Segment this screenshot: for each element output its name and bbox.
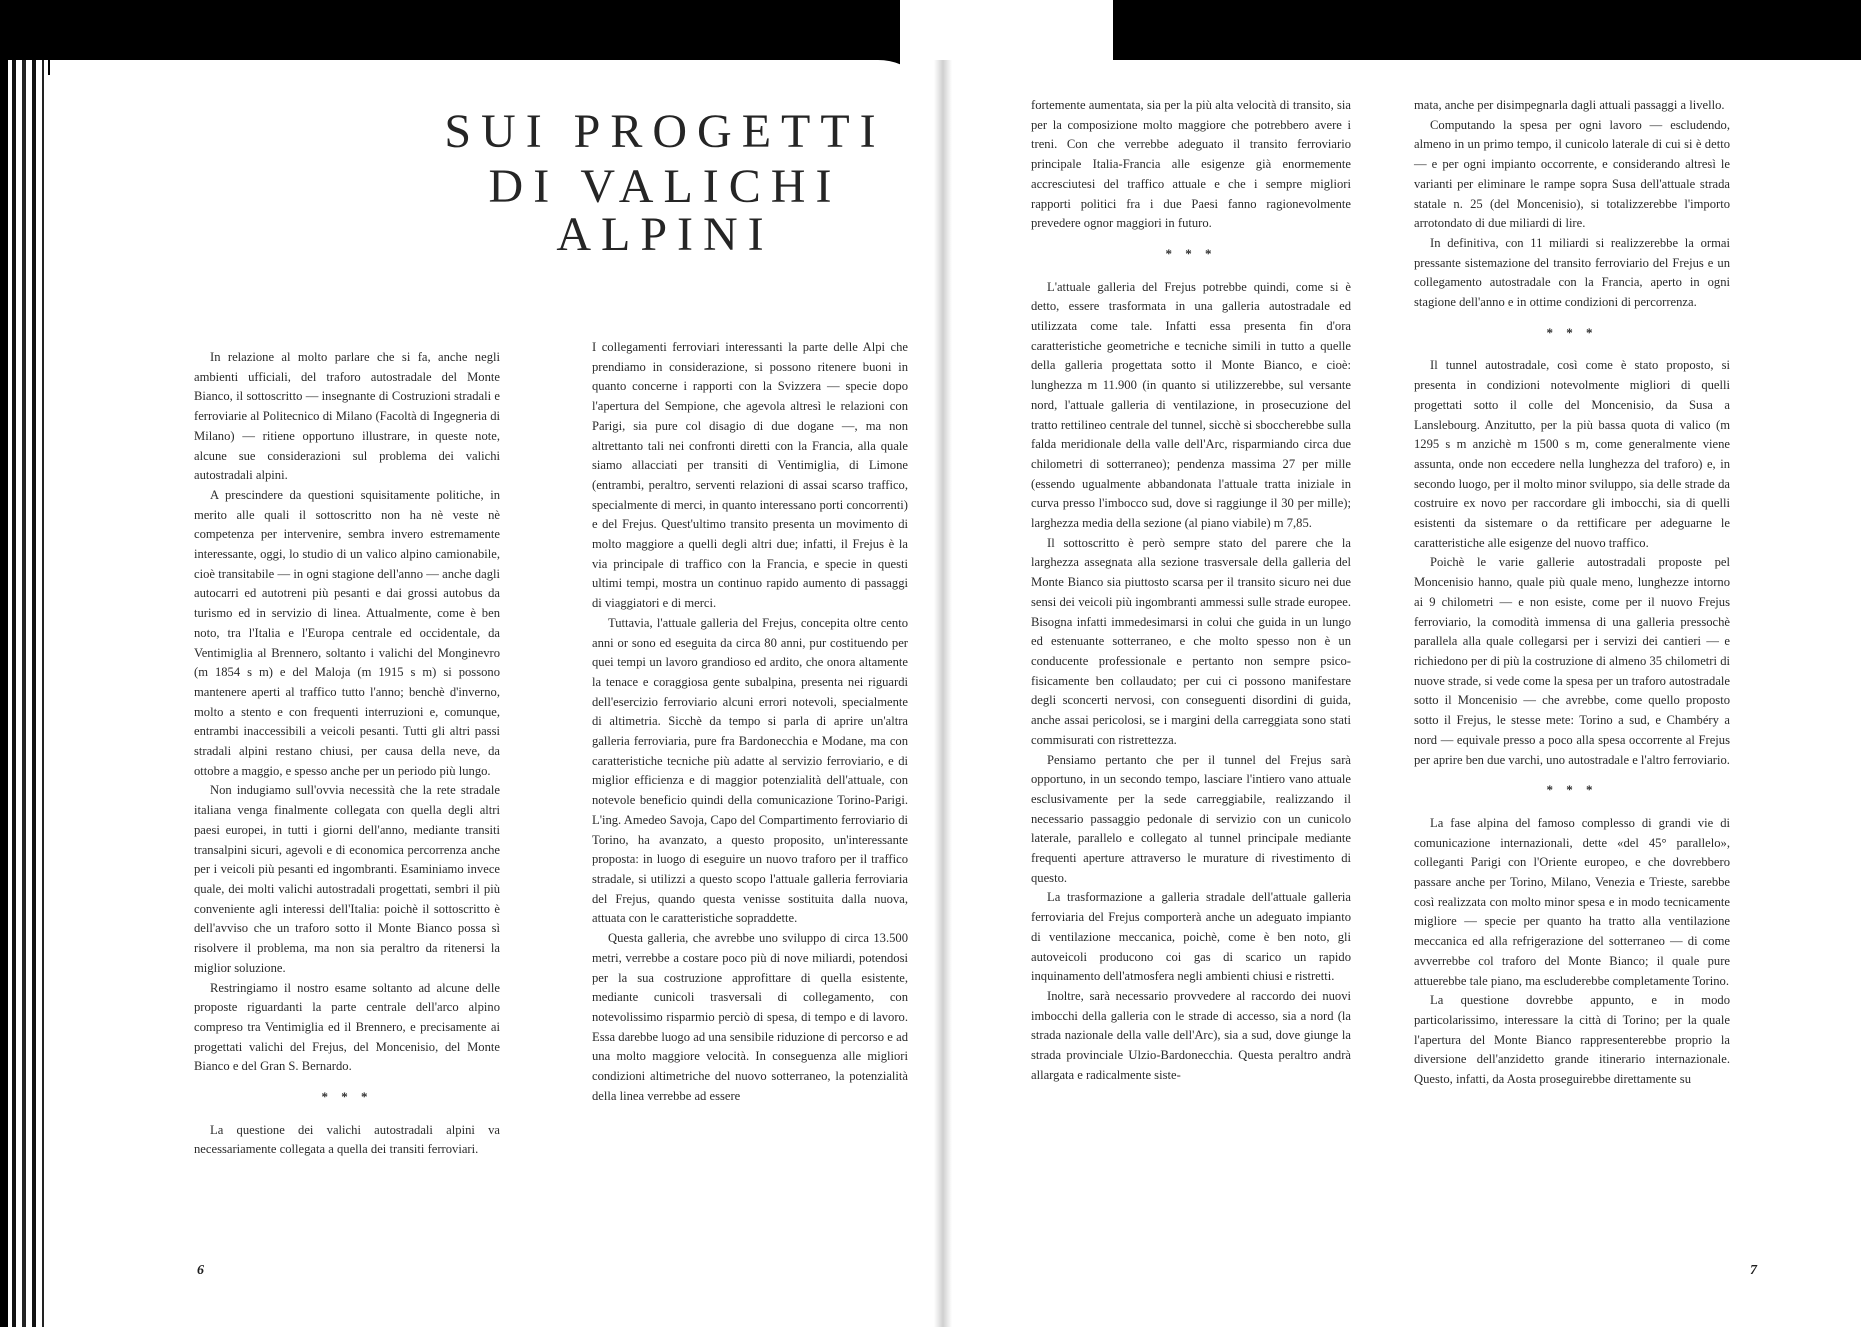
text-column-2 — [592, 338, 908, 1106]
paragraph: fortemente aumentata, sia per la più alta velocità di transito, sia per la composizione molto maggiore che potrebbero avere i treni. Con che verrebbe adeguato il transito ferroviario principale Italia-Francia alle esigenze già enormemente accresciutesi del traffico attuale e che i sempre migliori rapporti politici fra i due Paesi fanno ragionevolmente prevedere ognor maggiori in futuro. — [1031, 98, 1351, 231]
page-number-left: 6 — [197, 1263, 204, 1278]
paragraph: Poichè le varie gallerie autostradali proposte pel Moncenisio hanno, quale più quale meno, lunghezze intorno ai 9 chilometri — e non esiste, come per il nuovo Frejus ferroviario, la comodità immensa di una galleria pressochè parallela alla quale collegarsi per i servizi dei cantieri — e richiedono per di più la costruzione di almeno 35 chilometri di nuove strade, si vede come la spesa per un traforo autostradale sotto il Moncenisio — che avrebbe, come quello proposto sotto il Frejus, le stesse mete: Torino a sud, e Chambéry a nord — equivale presso a poco alla spesa occorrente al Frejus per aprire ben due varchi, uno autostradale e l'altro ferroviario. — [1414, 555, 1730, 767]
paragraph: Il sottoscritto è però sempre stato del parere che la larghezza assegnata alla sezione trasversale della galleria del Monte Bianco sia piuttosto scarsa per il transito sicuro nei due sensi dei veicoli più ingombranti ammessi sulle strade europee. Bisogna infatti immedesimarsi in colui che guida in un lungo ed estenuante sotterraneo, e che molto spesso non è un conducente professionale e pertanto non sempre psico-fisicamente ben collaudato; per cui ci possono manifestare degli sconcerti nervosi, con conseguenti disordini di guida, anche assai pericolosi, se i margini della carreggiata sono stati commisurati con ristrettezza. — [1031, 535, 1351, 747]
paragraph: Questa galleria, che avrebbe uno sviluppo di circa 13.500 metri, verrebbe a costare poco più di nove miliardi, potendosi per la sua costruzione approfittare di quella esistente, mediante cunicoli trasversali di collegamento, con notevolissimo risparmio perciò di spesa, di tempo e di lavoro. Essa darebbe luogo ad una sensibile riduzione di percorso e ad una molto maggiore velocità. In conseguenza alle migliori condizioni altimetriche del nuovo sotterraneo, la potenzialità della linea verrebbe ad essere — [592, 931, 908, 1103]
paragraph: Il tunnel autostradale, così come è stato proposto, si presenta in condizioni notevolmente migliori di quelli progettati sotto il colle del Moncenisio, da Susa a Lanslebourg. Anzitutto, per la più bassa quota di valico (m 1295 s m anzichè m 1500 s m, come generalmente viene assunta, onde non eccedere nella lunghezza del traforo) e, in secondo luogo, per il molto minor sviluppo, sia delle strade da costruire ex novo per raccordare gli imbocchi, sia di quelli esistenti da sistemare o da rettificare per adeguarne le caratteristiche alle esigenze del nuovo traffico. — [1414, 358, 1730, 550]
paragraph: La questione dovrebbe appunto, e in modo particolarissimo, interessare la città di Torino; per la quale l'apertura del Monte Bianco rappresenterebbe proprio la diversione dell'anzidetto grande itinerario internazionale. Questo, infatti, da Aosta proseguirebbe direttamente su — [1414, 993, 1730, 1087]
paragraph: Pensiamo pertanto che per il tunnel del Frejus sarà opportuno, in un secondo tempo, lasciare l'intiero vano attuale esclusivamente per la sede carreggiabile, realizzando il necessario passaggio pedonale di servizio con un cunicolo laterale, parallelo e collegato al tunnel principale mediante frequenti aperture attraverso le murature di rivestimento di questo. — [1031, 752, 1351, 885]
paragraph: mata, anche per disimpegnarla dagli attuali passaggi a livello. — [1414, 98, 1725, 112]
paragraph: A prescindere da questioni squisitamente politiche, in merito alle quali il sottoscritto non ha nè veste nè competenza per intervenire, sembra invero estremamente interessante, oggi, lo studio di un valico alpino camionabile, cioè transitabile — in ogni stagione dell'anno — anche dagli autocarri ed autotreni più pesanti e dai grossi autobus da turismo ed in servizio di linea. Attualmente, come è ben noto, tra l'Italia e l'Europa centrale ed occidentale, da Ventimiglia al Brennero, soltanto i valichi del Monginevro (m 1854 s m) e del Maloja (m 1915 s m) si possono mantenere aperti al traffico tutto l'anno; benchè d'inverno, molto a stento e con frequenti interruzioni e, comunque, entrambi inaccessibili a veicoli pesanti. Tutti gli altri passi stradali alpini restano chiusi, per causa della neve, da ottobre a maggio, e spesso anche per un periodo più lungo. — [194, 487, 500, 778]
section-separator: * * * — [1546, 782, 1598, 798]
book-page-edges — [0, 60, 48, 1327]
section-separator: * * * — [1546, 324, 1598, 340]
article-title-line-2: DI VALICHI ALPINI — [488, 160, 842, 261]
paragraph: La questione dei valichi autostradali alpini va necessariamente collegata a quella dei transiti ferroviari. — [194, 1122, 500, 1157]
book-gutter — [934, 60, 952, 1327]
article-title-line-1: SUI PROGETTI — [444, 105, 886, 158]
paragraph: Restringiamo il nostro esame soltanto ad alcune delle proposte riguardanti la parte centrale dell'arco alpino compreso tra Ventimiglia ed il Brennero, e precisamente ai progettati valichi del Frejus, del Moncenisio, del Monte Bianco e del Gran S. Bernardo. — [194, 980, 500, 1074]
paragraph: La fase alpina del famoso complesso di grandi vie di comunicazione internazionali, dette «del 45° parallelo», colleganti Parigi con l'Oriente europeo, e che dovrebbero passare anche per Torino, Milano, Venezia e Trieste, sarebbe così realizzata con molto minor spesa e in modo tecnicamente migliore — specie per quanto ha tratto alla ventilazione meccanica ed alla refrigerazione del sotterraneo — di come avverrebbe col traforo del Monte Bianco; il quale pure attuerebbe tale piano, ma escluderebbe completamente Torino. — [1414, 815, 1730, 988]
paragraph: Computando la spesa per ogni lavoro — escludendo, almeno in un primo tempo, il cunicolo laterale di cui si è detto — e per ogni impianto occorrente, e considerando altresì le varianti per eliminare le rampe sopra Susa dell'attuale strada statale n. 25 (del Moncenisio), si totalizzerebbe l'importo arrotondato di due miliardi di lire. — [1414, 117, 1730, 231]
section-separator: * * * — [321, 1089, 373, 1105]
paragraph: Non indugiamo sull'ovvia necessità che la rete stradale italiana venga finalmente collegata con quella degli altri paesi europei, in tutti i giorni dell'anno, mediante transiti transalpini sicuri, agevoli e di economica percorrenza anche per i veicoli più pesanti ed ingombranti. Esaminiamo invece quale, dei molti valichi autostradali progettati, sembri il più conveniente agli interessi dell'Italia: poichè il sottoscritto è dell'avviso che un traforo sotto il Monte Bianco possa sì risolvere il problema, ma non sia peraltro da ritenersi la miglior soluzione. — [194, 783, 500, 975]
text-column-3 — [1031, 96, 1351, 1085]
page-number-right: 7 — [1750, 1263, 1757, 1278]
paragraph: Inoltre, sarà necessario provvedere al raccordo dei nuovi imbocchi della galleria con le strade di accesso, sia a nord (la strada nazionale della valle dell'Arc), sia a sud, dove giunge la strada provinciale Ulzio-Bardonecchia. Questa peraltro andrà allargata e radicalmente siste- — [1031, 988, 1351, 1082]
paragraph: I collegamenti ferroviari interessanti la parte delle Alpi che prendiamo in considerazione, si possono ritenere buoni in quanto concerne i rapporti con la Svizzera — specie dopo l'apertura del Sempione, che agevola altresì le relazioni con Parigi, sia pure col disagio di due dogane —, ma non altrettanto tali nei confronti diretti con la Francia, alla quale siamo allacciati per transiti di Ventimiglia, di Limone (entrambi, peraltro, serventi relazioni di assai scarso traffico, specialmente di merci, in quanto interessano porti concorrenti) e del Frejus. Quest'ultimo transito presenta un movimento di molto maggiore a quelli degli altri due; infatti, il Frejus è la via principale di traffico con la Francia, e specie in questi ultimi tempi, mostra un continuo rapido aumento di passaggi di viaggiatori e di merci. — [592, 340, 908, 611]
text-column-1 — [194, 348, 500, 1160]
paragraph: In definitiva, con 11 miliardi si realizzerebbe la ormai pressante sistemazione del transito ferroviario del Frejus e un collegamento autostradale con la Francia, aperto in ogni stagione dell'anno e in ottime condizioni di percorrenza. — [1414, 235, 1730, 310]
section-separator: * * * — [1165, 245, 1217, 261]
paragraph: In relazione al molto parlare che si fa, anche negli ambienti ufficiali, del traforo autostradale del Monte Bianco, il sottoscritto — insegnante di Costruzioni stradali e ferroviarie al Politecnico di Milano (Facoltà di Ingegneria di Milano) — ritiene opportuno illustrare, in queste note, alcune sue considerazioni sul problema dei valichi autostradali alpini. — [194, 350, 500, 483]
text-column-4 — [1414, 96, 1730, 1090]
paragraph: Tuttavia, l'attuale galleria del Frejus, concepita oltre cento anni or sono ed eseguita da circa 80 anni, pur costituendo per quei tempi un lavoro grandioso ed ardito, che onora altamente la tenace e coraggiosa gente subalpina, presenta nei riguardi dell'esercizio ferroviario alcuni errori notevoli, specialmente di altimetria. Sicchè da tempo si parla di aprire un'altra galleria ferroviaria, pure fra Bardonecchia e Modane, ma con caratteristiche tecniche più adatte al servizio ferroviario, e di miglior efficienza e di maggior potenzialità dell'attuale, con notevole beneficio quindi della comunicazione Torino-Parigi. L'ing. Amedeo Savoja, Capo del Compartimento ferroviario di Torino, ha avanzato, a questo proposito, un'interessante proposta: in luogo di eseguire un nuovo traforo per il traffico stradale, si utilizzi a questo scopo l'attuale galleria ferroviaria del Frejus, quando questa venisse sostituita dalla nuova, attuata con le caratteristiche sopraddette. — [592, 615, 908, 926]
paragraph: L'attuale galleria del Frejus potrebbe quindi, come si è detto, essere trasformata in una galleria autostradale ed utilizzata come tale. Infatti essa presenta fin d'ora caratteristiche geometriche e tecniche simili in tutto a quelle della galleria progettata sotto il Monte Bianco, e cioè: lunghezza m 11.900 (in quanto si utilizzerebbe, sul versante nord, l'attuale galleria di ventilazione, in prosecuzione del tratto rettilineo centrale del tunnel, sicchè si sboccherebbe sulla falda meridionale della valle dell'Arc, risparmiando circa due chilometri di sotterraneo); pendenza massima 27 per mille (essendo ugualmente abbandonata l'attuale tratta iniziale in curva presso l'imbocco sud, dove si raggiunge il 30 per mille); larghezza media della sezione (al piano viabile) m 7,85. — [1031, 279, 1351, 531]
paragraph: La trasformazione a galleria stradale dell'attuale galleria ferroviaria del Frejus comporterà anche un adeguato impianto di ventilazione meccanica, poichè, come è ben noto, gli autoveicoli producono coi gas di scarico un rapido inquinamento dell'atmosfera negli ambienti chiusi e ristretti. — [1031, 890, 1351, 984]
